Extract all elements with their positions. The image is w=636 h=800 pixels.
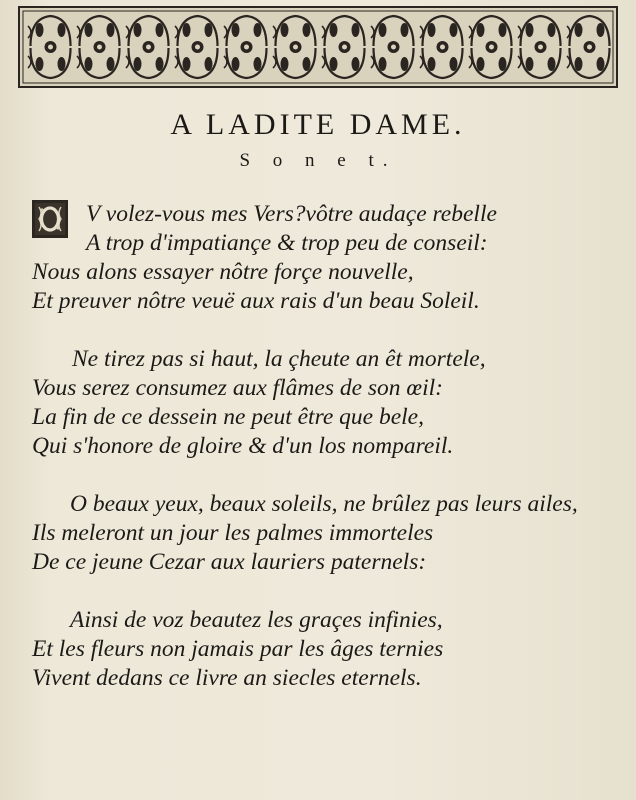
verse-line: La fin de ce dessein ne peut être que bele,	[32, 404, 424, 430]
stanza-1	[32, 200, 622, 316]
verse-line: Ne tirez pas si haut, la çheute an êt mortele,	[72, 346, 486, 372]
verse-line: V volez-vous mes Vers?vôtre audaçe rebelle	[86, 201, 497, 227]
verse-line: Vous serez consumez aux flâmes de son œil:	[32, 375, 443, 401]
sonnet-text	[32, 200, 622, 722]
page-title: A LADITE DAME.	[170, 108, 466, 141]
header-ornament	[18, 6, 618, 88]
verse-line: Nous alons essayer nôtre forçe nouvelle,	[32, 259, 414, 285]
verse-line: Et preuver nôtre veuë aux rais d'un beau Soleil.	[32, 288, 480, 314]
poem-subtitle: S o n e t.	[239, 150, 397, 171]
verse-line: Ils meleront un jour les palmes immorteles	[32, 520, 434, 546]
stanza-2	[32, 345, 622, 461]
verse-line: O beaux yeux, beaux soleils, ne brûlez pas leurs ailes,	[70, 491, 578, 517]
verse-line: Vivent dedans ce livre an siecles eternels.	[32, 665, 422, 691]
verse-line: Qui s'honore de gloire & d'un los nompareil.	[32, 433, 454, 459]
stanza-4	[32, 606, 622, 693]
verse-line: Et les fleurs non jamais par les âges ternies	[32, 636, 444, 662]
stanza-3	[32, 490, 622, 577]
verse-line: A trop d'impatiançe & trop peu de conseil:	[86, 230, 488, 256]
verse-line: De ce jeune Cezar aux lauriers paternels:	[32, 549, 427, 575]
floral-band-ornament-icon	[18, 6, 618, 88]
verse-line: Ainsi de voz beautez les graçes infinies,	[70, 607, 443, 633]
